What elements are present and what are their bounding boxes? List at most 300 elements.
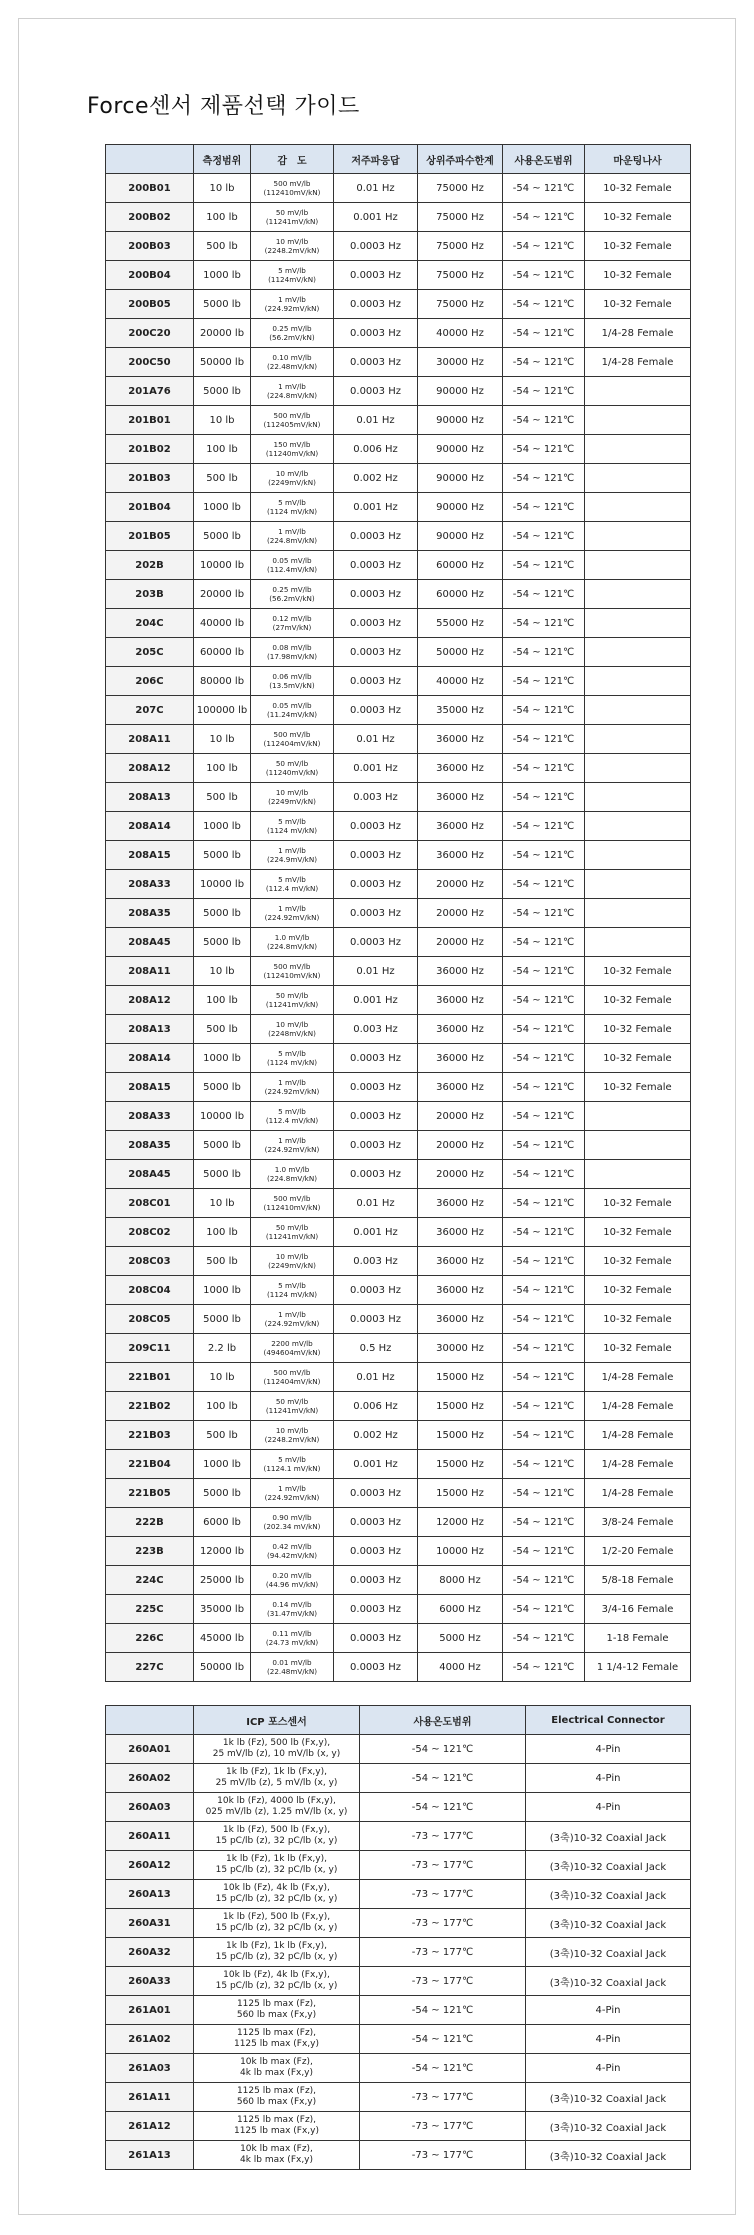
model-cell: 261A12 <box>106 2112 194 2141</box>
mounting-thread-cell: 10-32 Female <box>585 1276 691 1305</box>
sensitivity-metric: (27mV/kN) <box>272 623 312 632</box>
model-cell: 221B05 <box>106 1479 194 1508</box>
temperature-cell: -73 ~ 177℃ <box>360 2112 526 2141</box>
icp-range-cell <box>194 2054 360 2083</box>
sensitivity-value: 0.12 mV/lb <box>272 614 312 623</box>
icp-range-line: 1125 lb max (Fx,y) <box>233 2039 320 2049</box>
table-row <box>106 1880 691 1909</box>
temperature-cell: -54 ~ 121℃ <box>503 435 585 464</box>
model-cell: 224C <box>106 1566 194 1595</box>
sensitivity-cell <box>251 464 334 493</box>
sensitivity-value: 1 mV/lb <box>278 527 306 536</box>
icp-range-line: 4k lb max (Fx,y) <box>239 2155 314 2165</box>
low-freq-cell: 0.0003 Hz <box>334 319 418 348</box>
range-cell: 500 lb <box>194 783 251 812</box>
icp-range-line: 25 mV/lb (z), 10 mV/lb (x, y) <box>212 1749 341 1759</box>
low-freq-cell: 0.0003 Hz <box>334 232 418 261</box>
sensitivity-cell <box>251 754 334 783</box>
table-row <box>106 1735 691 1764</box>
icp-range-line: 1125 lb max (Fz), <box>236 1999 317 2009</box>
mounting-thread-cell <box>585 1131 691 1160</box>
sensitivity-cell <box>251 1479 334 1508</box>
mounting-thread-cell: 10-32 Female <box>585 174 691 203</box>
low-freq-cell: 0.0003 Hz <box>334 1102 418 1131</box>
connector-cell: (3축)10-32 Coaxial Jack <box>526 2141 691 2170</box>
sensitivity-value: 10 mV/lb <box>275 1426 309 1435</box>
range-cell: 5000 lb <box>194 1131 251 1160</box>
sensitivity-metric: (1124 mV/kN) <box>266 507 318 516</box>
table-row <box>106 1334 691 1363</box>
sensitivity-cell <box>251 1276 334 1305</box>
model-cell: 221B01 <box>106 1363 194 1392</box>
mounting-thread-cell: 1/2-20 Female <box>585 1537 691 1566</box>
sensitivity-cell <box>251 1421 334 1450</box>
mounting-thread-cell: 10-32 Female <box>585 957 691 986</box>
sensitivity-cell <box>251 551 334 580</box>
sensitivity-metric: (112410mV/kN) <box>263 1203 321 1212</box>
range-cell: 1000 lb <box>194 1044 251 1073</box>
icp-range-cell <box>194 2112 360 2141</box>
temperature-cell: -54 ~ 121℃ <box>360 1764 526 1793</box>
table-row <box>106 435 691 464</box>
low-freq-cell: 0.0003 Hz <box>334 1566 418 1595</box>
table-row <box>106 261 691 290</box>
model-cell: 208A45 <box>106 928 194 957</box>
model-cell: 260A03 <box>106 1793 194 1822</box>
model-cell: 201B02 <box>106 435 194 464</box>
mounting-thread-cell <box>585 812 691 841</box>
table-row <box>106 232 691 261</box>
upper-freq-cell: 36000 Hz <box>418 1276 503 1305</box>
upper-freq-cell: 40000 Hz <box>418 319 503 348</box>
sensitivity-value: 1 mV/lb <box>278 1078 306 1087</box>
sensitivity-cell <box>251 899 334 928</box>
sensitivity-metric: (11.24mV/kN) <box>266 710 318 719</box>
range-cell: 10 lb <box>194 725 251 754</box>
low-freq-cell: 0.0003 Hz <box>334 1073 418 1102</box>
temperature-cell: -54 ~ 121℃ <box>503 609 585 638</box>
icp-range-line: 560 lb max (Fx,y) <box>236 2010 317 2020</box>
temperature-cell: -54 ~ 121℃ <box>503 1537 585 1566</box>
sensitivity-cell <box>251 1247 334 1276</box>
table-row <box>106 1247 691 1276</box>
temperature-cell: -54 ~ 121℃ <box>503 261 585 290</box>
icp-range-line: 025 mV/lb (z), 1.25 mV/lb (x, y) <box>205 1807 348 1817</box>
icp-range-line: 1k lb (Fz), 1k lb (Fx,y), <box>226 1854 327 1864</box>
icp-range-line: 1k lb (Fz), 500 lb (Fx,y), <box>222 1912 331 1922</box>
table-row <box>106 522 691 551</box>
icp-range-cell <box>194 1822 360 1851</box>
sensitivity-metric: (11241mV/kN) <box>265 1406 319 1415</box>
low-freq-cell: 0.0003 Hz <box>334 1305 418 1334</box>
temperature-cell: -54 ~ 121℃ <box>503 319 585 348</box>
temperature-cell: -73 ~ 177℃ <box>360 1967 526 1996</box>
sensitivity-metric: (224.92mV/kN) <box>264 304 320 313</box>
model-cell: 260A02 <box>106 1764 194 1793</box>
temperature-cell: -54 ~ 121℃ <box>503 1334 585 1363</box>
mounting-thread-cell: 1/4-28 Female <box>585 319 691 348</box>
sensitivity-value: 10 mV/lb <box>275 788 309 797</box>
low-freq-cell: 0.001 Hz <box>334 754 418 783</box>
connector-cell: 4-Pin <box>526 1793 691 1822</box>
icp-range-line: 15 pC/lb (z), 32 pC/lb (x, y) <box>215 1923 338 1933</box>
sensitivity-metric: (56.2mV/kN) <box>269 333 315 342</box>
icp-range-line: 10k lb max (Fz), <box>240 2144 313 2154</box>
column-header: 감 도 <box>251 145 334 174</box>
mounting-thread-cell: 1-18 Female <box>585 1624 691 1653</box>
model-cell: 227C <box>106 1653 194 1682</box>
connector-cell: 4-Pin <box>526 1764 691 1793</box>
connector-cell: (3축)10-32 Coaxial Jack <box>526 1909 691 1938</box>
model-cell: 200B02 <box>106 203 194 232</box>
sensitivity-value: 0.25 mV/lb <box>272 324 312 333</box>
table-row <box>106 377 691 406</box>
sensitivity-cell <box>251 1015 334 1044</box>
mounting-thread-cell: 10-32 Female <box>585 232 691 261</box>
model-cell: 208A45 <box>106 1160 194 1189</box>
sensitivity-value: 5 mV/lb <box>278 498 306 507</box>
range-cell: 10 lb <box>194 1363 251 1392</box>
sensitivity-value: 10 mV/lb <box>275 237 309 246</box>
sensitivity-cell <box>251 406 334 435</box>
mounting-thread-cell: 3/4-16 Female <box>585 1595 691 1624</box>
upper-freq-cell: 36000 Hz <box>418 986 503 1015</box>
mounting-thread-cell <box>585 754 691 783</box>
sensitivity-cell <box>251 1537 334 1566</box>
table-row <box>106 1653 691 1682</box>
temperature-cell: -54 ~ 121℃ <box>503 783 585 812</box>
sensitivity-metric: (112405mV/kN) <box>263 420 321 429</box>
sensitivity-value: 0.10 mV/lb <box>272 353 312 362</box>
sensitivity-cell <box>251 174 334 203</box>
temperature-cell: -54 ~ 121℃ <box>503 841 585 870</box>
model-cell: 209C11 <box>106 1334 194 1363</box>
table-row <box>106 1967 691 1996</box>
model-cell: 260A31 <box>106 1909 194 1938</box>
table-row <box>106 667 691 696</box>
sensitivity-value: 50 mV/lb <box>275 208 309 217</box>
mounting-thread-cell: 10-32 Female <box>585 290 691 319</box>
low-freq-cell: 0.002 Hz <box>334 464 418 493</box>
sensitivity-metric: (13.5mV/kN) <box>269 681 315 690</box>
range-cell: 5000 lb <box>194 1073 251 1102</box>
sensitivity-metric: (17.98mV/kN) <box>266 652 318 661</box>
table-row <box>106 406 691 435</box>
icp-range-cell <box>194 1967 360 1996</box>
model-cell: 206C <box>106 667 194 696</box>
sensitivity-value: 0.25 mV/lb <box>272 585 312 594</box>
low-freq-cell: 0.006 Hz <box>334 435 418 464</box>
range-cell: 5000 lb <box>194 1305 251 1334</box>
model-cell: 201B05 <box>106 522 194 551</box>
sensitivity-metric: (11241mV/kN) <box>265 1232 319 1241</box>
range-cell: 500 lb <box>194 1421 251 1450</box>
table-row <box>106 203 691 232</box>
low-freq-cell: 0.01 Hz <box>334 957 418 986</box>
low-freq-cell: 0.0003 Hz <box>334 522 418 551</box>
range-cell: 5000 lb <box>194 928 251 957</box>
table-row <box>106 1793 691 1822</box>
upper-freq-cell: 30000 Hz <box>418 1334 503 1363</box>
sensitivity-metric: (224.92mV/kN) <box>264 1145 320 1154</box>
icp-range-cell <box>194 2141 360 2170</box>
temperature-cell: -54 ~ 121℃ <box>503 870 585 899</box>
sensitivity-cell <box>251 1508 334 1537</box>
temperature-cell: -54 ~ 121℃ <box>503 1015 585 1044</box>
upper-freq-cell: 15000 Hz <box>418 1450 503 1479</box>
mounting-thread-cell <box>585 783 691 812</box>
sensitivity-value: 0.05 mV/lb <box>272 701 312 710</box>
sensitivity-metric: (1124mV/kN) <box>268 275 316 284</box>
temperature-cell: -54 ~ 121℃ <box>503 1566 585 1595</box>
table-row <box>106 1822 691 1851</box>
range-cell: 10 lb <box>194 174 251 203</box>
sensitivity-metric: (112404mV/kN) <box>263 739 321 748</box>
table-row <box>106 1392 691 1421</box>
low-freq-cell: 0.01 Hz <box>334 174 418 203</box>
temperature-cell: -54 ~ 121℃ <box>503 1363 585 1392</box>
range-cell: 5000 lb <box>194 1479 251 1508</box>
range-cell: 1000 lb <box>194 1276 251 1305</box>
temperature-cell: -54 ~ 121℃ <box>503 928 585 957</box>
model-cell: 200B05 <box>106 290 194 319</box>
sensitivity-metric: (224.92mV/kN) <box>264 1319 320 1328</box>
table-row <box>106 1537 691 1566</box>
document-page <box>18 18 736 2215</box>
upper-freq-cell: 60000 Hz <box>418 551 503 580</box>
table-row <box>106 2083 691 2112</box>
temperature-cell: -54 ~ 121℃ <box>503 406 585 435</box>
table-row <box>106 1421 691 1450</box>
table-row <box>106 638 691 667</box>
low-freq-cell: 0.001 Hz <box>334 203 418 232</box>
model-cell: 260A32 <box>106 1938 194 1967</box>
mounting-thread-cell <box>585 1160 691 1189</box>
low-freq-cell: 0.0003 Hz <box>334 377 418 406</box>
sensitivity-value: 10 mV/lb <box>275 1252 309 1261</box>
icp-range-line: 10k lb (Fz), 4k lb (Fx,y), <box>223 1970 330 1980</box>
model-cell: 205C <box>106 638 194 667</box>
connector-cell: (3축)10-32 Coaxial Jack <box>526 1880 691 1909</box>
icp-range-line: 25 mV/lb (z), 5 mV/lb (x, y) <box>215 1778 338 1788</box>
model-cell: 261A02 <box>106 2025 194 2054</box>
upper-freq-cell: 55000 Hz <box>418 609 503 638</box>
upper-freq-cell: 90000 Hz <box>418 377 503 406</box>
temperature-cell: -54 ~ 121℃ <box>503 1189 585 1218</box>
upper-freq-cell: 20000 Hz <box>418 870 503 899</box>
icp-range-line: 1125 lb max (Fx,y) <box>233 2126 320 2136</box>
sensitivity-cell <box>251 609 334 638</box>
range-cell: 50000 lb <box>194 1653 251 1682</box>
icp-range-line: 10k lb max (Fz), <box>240 2057 313 2067</box>
low-freq-cell: 0.003 Hz <box>334 1015 418 1044</box>
model-cell: 208A33 <box>106 1102 194 1131</box>
table-row <box>106 1938 691 1967</box>
connector-cell: 4-Pin <box>526 1996 691 2025</box>
sensitivity-metric: (224.8mV/kN) <box>266 942 318 951</box>
mounting-thread-cell: 10-32 Female <box>585 1015 691 1044</box>
table-row <box>106 841 691 870</box>
mounting-thread-cell <box>585 870 691 899</box>
temperature-cell: -54 ~ 121℃ <box>503 1102 585 1131</box>
upper-freq-cell: 90000 Hz <box>418 522 503 551</box>
sensitivity-metric: (224.9mV/kN) <box>266 855 318 864</box>
temperature-cell: -54 ~ 121℃ <box>503 1595 585 1624</box>
sensitivity-cell <box>251 1653 334 1682</box>
table-row <box>106 1363 691 1392</box>
sensitivity-value: 0.90 mV/lb <box>272 1513 312 1522</box>
sensitivity-metric: (11241mV/kN) <box>265 1000 319 1009</box>
model-cell: 221B04 <box>106 1450 194 1479</box>
low-freq-cell: 0.001 Hz <box>334 986 418 1015</box>
temperature-cell: -54 ~ 121℃ <box>503 203 585 232</box>
temperature-cell: -54 ~ 121℃ <box>503 1653 585 1682</box>
table-row <box>106 2054 691 2083</box>
mounting-thread-cell <box>585 493 691 522</box>
sensitivity-cell <box>251 638 334 667</box>
mounting-thread-cell: 1/4-28 Female <box>585 1450 691 1479</box>
range-cell: 100 lb <box>194 203 251 232</box>
sensitivity-value: 50 mV/lb <box>275 991 309 1000</box>
range-cell: 500 lb <box>194 1015 251 1044</box>
sensitivity-cell <box>251 493 334 522</box>
range-cell: 500 lb <box>194 464 251 493</box>
icp-range-line: 1k lb (Fz), 1k lb (Fx,y), <box>226 1767 327 1777</box>
temperature-cell: -54 ~ 121℃ <box>503 377 585 406</box>
column-header: ICP 포스센서 <box>194 1706 360 1735</box>
upper-freq-cell: 35000 Hz <box>418 696 503 725</box>
table-row <box>106 957 691 986</box>
temperature-cell: -54 ~ 121℃ <box>503 1508 585 1537</box>
model-cell: 208A12 <box>106 754 194 783</box>
temperature-cell: -54 ~ 121℃ <box>503 754 585 783</box>
low-freq-cell: 0.01 Hz <box>334 406 418 435</box>
upper-freq-cell: 36000 Hz <box>418 1015 503 1044</box>
low-freq-cell: 0.0003 Hz <box>334 899 418 928</box>
model-cell: 261A11 <box>106 2083 194 2112</box>
icp-range-line: 15 pC/lb (z), 32 pC/lb (x, y) <box>215 1894 338 1904</box>
sensitivity-value: 1 mV/lb <box>278 1484 306 1493</box>
low-freq-cell: 0.0003 Hz <box>334 1276 418 1305</box>
temperature-cell: -73 ~ 177℃ <box>360 2141 526 2170</box>
temperature-cell: -54 ~ 121℃ <box>503 1247 585 1276</box>
sensitivity-metric: (2248mV/kN) <box>268 1029 316 1038</box>
sensitivity-metric: (224.92mV/kN) <box>264 1087 320 1096</box>
mounting-thread-cell: 5/8-18 Female <box>585 1566 691 1595</box>
mounting-thread-cell: 10-32 Female <box>585 1334 691 1363</box>
low-freq-cell: 0.5 Hz <box>334 1334 418 1363</box>
sensitivity-value: 0.05 mV/lb <box>272 556 312 565</box>
mounting-thread-cell: 10-32 Female <box>585 1044 691 1073</box>
table-row <box>106 1189 691 1218</box>
model-cell: 201A76 <box>106 377 194 406</box>
sensitivity-value: 5 mV/lb <box>278 1107 306 1116</box>
temperature-cell: -54 ~ 121℃ <box>503 1450 585 1479</box>
range-cell: 5000 lb <box>194 522 251 551</box>
upper-freq-cell: 36000 Hz <box>418 1044 503 1073</box>
mounting-thread-cell <box>585 580 691 609</box>
range-cell: 5000 lb <box>194 841 251 870</box>
table-row <box>106 725 691 754</box>
table-row <box>106 1102 691 1131</box>
model-cell: 200B03 <box>106 232 194 261</box>
model-cell: 207C <box>106 696 194 725</box>
sensitivity-value: 5 mV/lb <box>278 1049 306 1058</box>
low-freq-cell: 0.0003 Hz <box>334 290 418 319</box>
icp-range-cell <box>194 1851 360 1880</box>
sensitivity-value: 500 mV/lb <box>273 411 311 420</box>
column-header: 마운팅나사 <box>585 145 691 174</box>
mounting-thread-cell: 10-32 Female <box>585 261 691 290</box>
mounting-thread-cell: 1/4-28 Female <box>585 1363 691 1392</box>
icp-range-cell <box>194 1793 360 1822</box>
temperature-cell: -54 ~ 121℃ <box>503 1218 585 1247</box>
low-freq-cell: 0.001 Hz <box>334 1218 418 1247</box>
low-freq-cell: 0.0003 Hz <box>334 580 418 609</box>
model-cell: 223B <box>106 1537 194 1566</box>
temperature-cell: -54 ~ 121℃ <box>503 580 585 609</box>
upper-freq-cell: 50000 Hz <box>418 638 503 667</box>
table-row <box>106 1566 691 1595</box>
upper-freq-cell: 36000 Hz <box>418 812 503 841</box>
upper-freq-cell: 90000 Hz <box>418 435 503 464</box>
low-freq-cell: 0.0003 Hz <box>334 551 418 580</box>
range-cell: 6000 lb <box>194 1508 251 1537</box>
icp-range-line: 1125 lb max (Fz), <box>236 2086 317 2096</box>
table-row <box>106 928 691 957</box>
table-row <box>106 1450 691 1479</box>
upper-freq-cell: 36000 Hz <box>418 1305 503 1334</box>
upper-freq-cell: 60000 Hz <box>418 580 503 609</box>
sensitivity-value: 0.11 mV/lb <box>272 1629 312 1638</box>
upper-freq-cell: 90000 Hz <box>418 464 503 493</box>
sensitivity-value: 50 mV/lb <box>275 759 309 768</box>
sensitivity-cell <box>251 435 334 464</box>
model-cell: 208A12 <box>106 986 194 1015</box>
icp-range-line: 10k lb (Fz), 4000 lb (Fx,y), <box>217 1796 336 1806</box>
mounting-thread-cell <box>585 406 691 435</box>
table-row <box>106 319 691 348</box>
low-freq-cell: 0.003 Hz <box>334 783 418 812</box>
sensitivity-cell <box>251 812 334 841</box>
upper-freq-cell: 36000 Hz <box>418 1218 503 1247</box>
table-row <box>106 1305 691 1334</box>
temperature-cell: -54 ~ 121℃ <box>503 957 585 986</box>
connector-cell: (3축)10-32 Coaxial Jack <box>526 1851 691 1880</box>
sensitivity-value: 1.0 mV/lb <box>274 933 310 942</box>
model-cell: 261A01 <box>106 1996 194 2025</box>
low-freq-cell: 0.0003 Hz <box>334 1595 418 1624</box>
mounting-thread-cell <box>585 551 691 580</box>
low-freq-cell: 0.001 Hz <box>334 1450 418 1479</box>
upper-freq-cell: 20000 Hz <box>418 1131 503 1160</box>
sensitivity-metric: (112.4mV/kN) <box>266 565 318 574</box>
upper-freq-cell: 20000 Hz <box>418 1102 503 1131</box>
low-freq-cell: 0.01 Hz <box>334 1363 418 1392</box>
sensitivity-value: 0.14 mV/lb <box>272 1600 312 1609</box>
temperature-cell: -54 ~ 121℃ <box>503 986 585 1015</box>
sensitivity-metric: (31.47mV/kN) <box>266 1609 318 1618</box>
connector-cell: 4-Pin <box>526 1735 691 1764</box>
sensitivity-cell <box>251 1334 334 1363</box>
sensitivity-cell <box>251 986 334 1015</box>
range-cell: 500 lb <box>194 232 251 261</box>
low-freq-cell: 0.0003 Hz <box>334 1537 418 1566</box>
mounting-thread-cell: 10-32 Female <box>585 986 691 1015</box>
model-cell: 208C05 <box>106 1305 194 1334</box>
range-cell: 10 lb <box>194 957 251 986</box>
model-cell: 208C01 <box>106 1189 194 1218</box>
